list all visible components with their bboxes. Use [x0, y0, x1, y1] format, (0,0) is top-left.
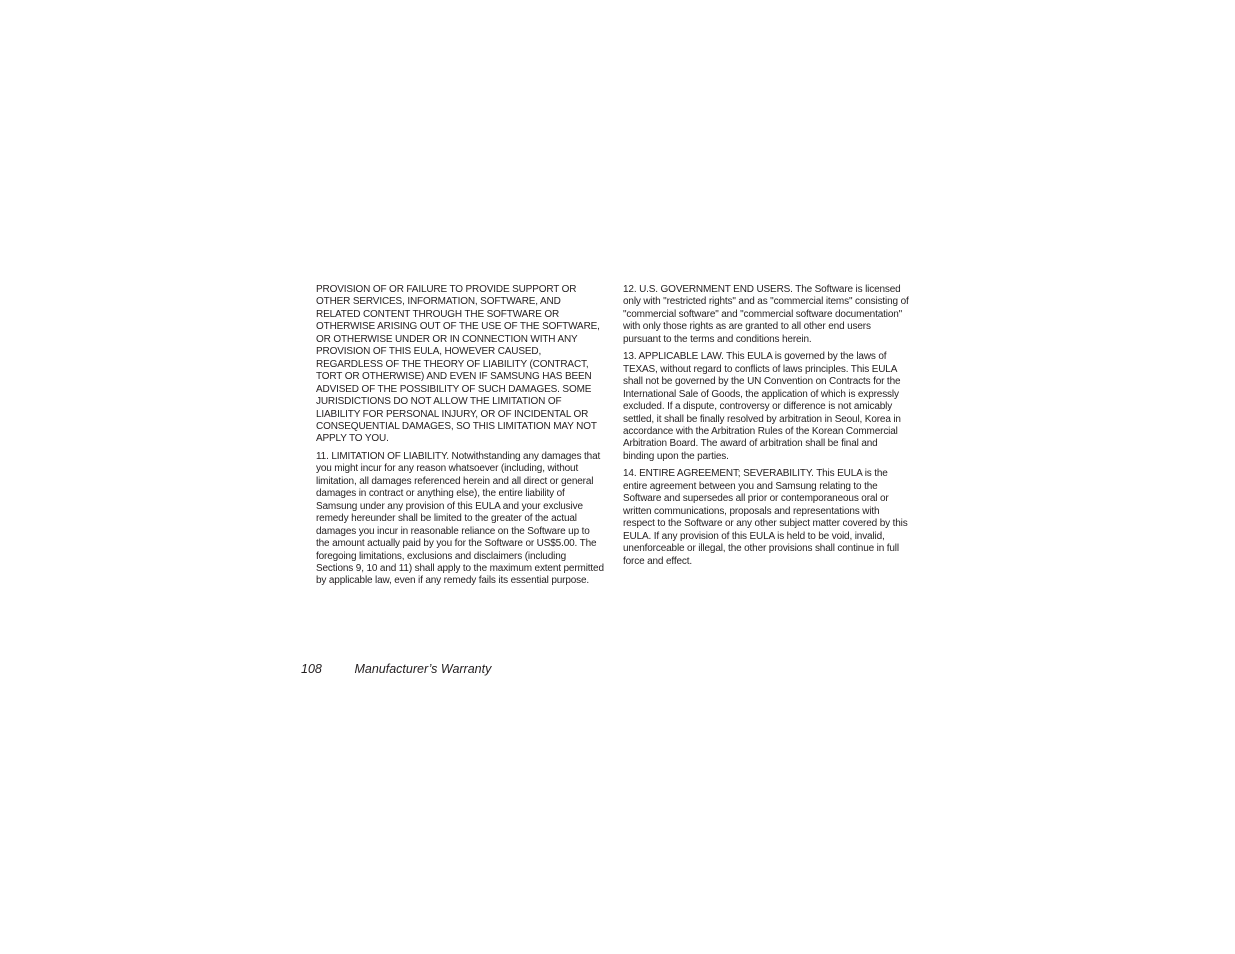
- paragraph-entire-agreement: 14. ENTIRE AGREEMENT; SEVERABILITY. This EULA is the entire agreement between you and Samsung relating to the Software and supersedes all prior or contemporaneous oral or written communications, proposals and representations with respect to the Software or any other subject matter covered by this EULA. If any provision of this EULA is held to be void, invalid, unenforceable or illegal, the other provisions shall continue in full force and effect.: [623, 468, 908, 567]
- right-column: [623, 284, 911, 573]
- page-number: 108: [301, 662, 322, 676]
- paragraph-government-end-users: 12. U.S. GOVERNMENT END USERS. The Software is licensed only with "restricted rights" and as "commercial items" consisting of "commercial software" and "commercial software documentation" with only those rights as are granted to all other end users pursuant to the terms and conditions herein.: [623, 284, 909, 345]
- paragraph-applicable-law: 13. APPLICABLE LAW. This EULA is governed by the laws of TEXAS, without regard to conflicts of laws principles. This EULA shall not be governed by the UN Convention on Contracts for the International Sale of Goods, the application of which is expressly excluded. If a dispute, controversy or difference is not amicably settled, it shall be finally resolved by arbitration in Seoul, Korea in accordance with the Arbitration Rules of the Korean Commercial Arbitration Board. The award of arbitration shall be final and binding upon the parties.: [623, 351, 901, 462]
- paragraph-limitation-of-liability: 11. LIMITATION OF LIABILITY. Notwithstanding any damages that you might incur for any reason whatsoever (including, without limitation, all damages referenced herein and all direct or general damages in contract or anything else), the entire liability of Samsung under any provision of this EULA and your exclusive remedy hereunder shall be limited to the greater of the actual damages you incur in reasonable reliance on the Software up to the amount actually paid by you for the Software or US$5.00. The foregoing limitations, exclusions and disclaimers (including Sections 9, 10 and 11) shall apply to the maximum extent permitted by applicable law, even if any remedy fails its essential purpose.: [316, 450, 604, 587]
- page-footer: [301, 662, 491, 676]
- footer-section-title: Manufacturer’s Warranty: [354, 662, 492, 676]
- left-column: [316, 284, 604, 593]
- paragraph-liability-disclaimer: PROVISION OF OR FAILURE TO PROVIDE SUPPORT OR OTHER SERVICES, INFORMATION, SOFTWARE, AND RELATED CONTENT THROUGH THE SOFTWARE OR OTHERWISE ARISING OUT OF THE USE OF THE SOFTWARE, OR OTHERWISE UNDER OR IN CONNECTION WITH ANY PROVISION OF THIS EULA, HOWEVER CAUSED, REGARDLESS OF THE THEORY OF LIABILITY (CONTRACT, TORT OR OTHERWISE) AND EVEN IF SAMSUNG HAS BEEN ADVISED OF THE POSSIBILITY OF SUCH DAMAGES. SOME JURISDICTIONS DO NOT ALLOW THE LIMITATION OF LIABILITY FOR PERSONAL INJURY, OR OF INCIDENTAL OR CONSEQUENTIAL DAMAGES, SO THIS LIMITATION MAY NOT APPLY TO YOU.: [316, 284, 600, 445]
